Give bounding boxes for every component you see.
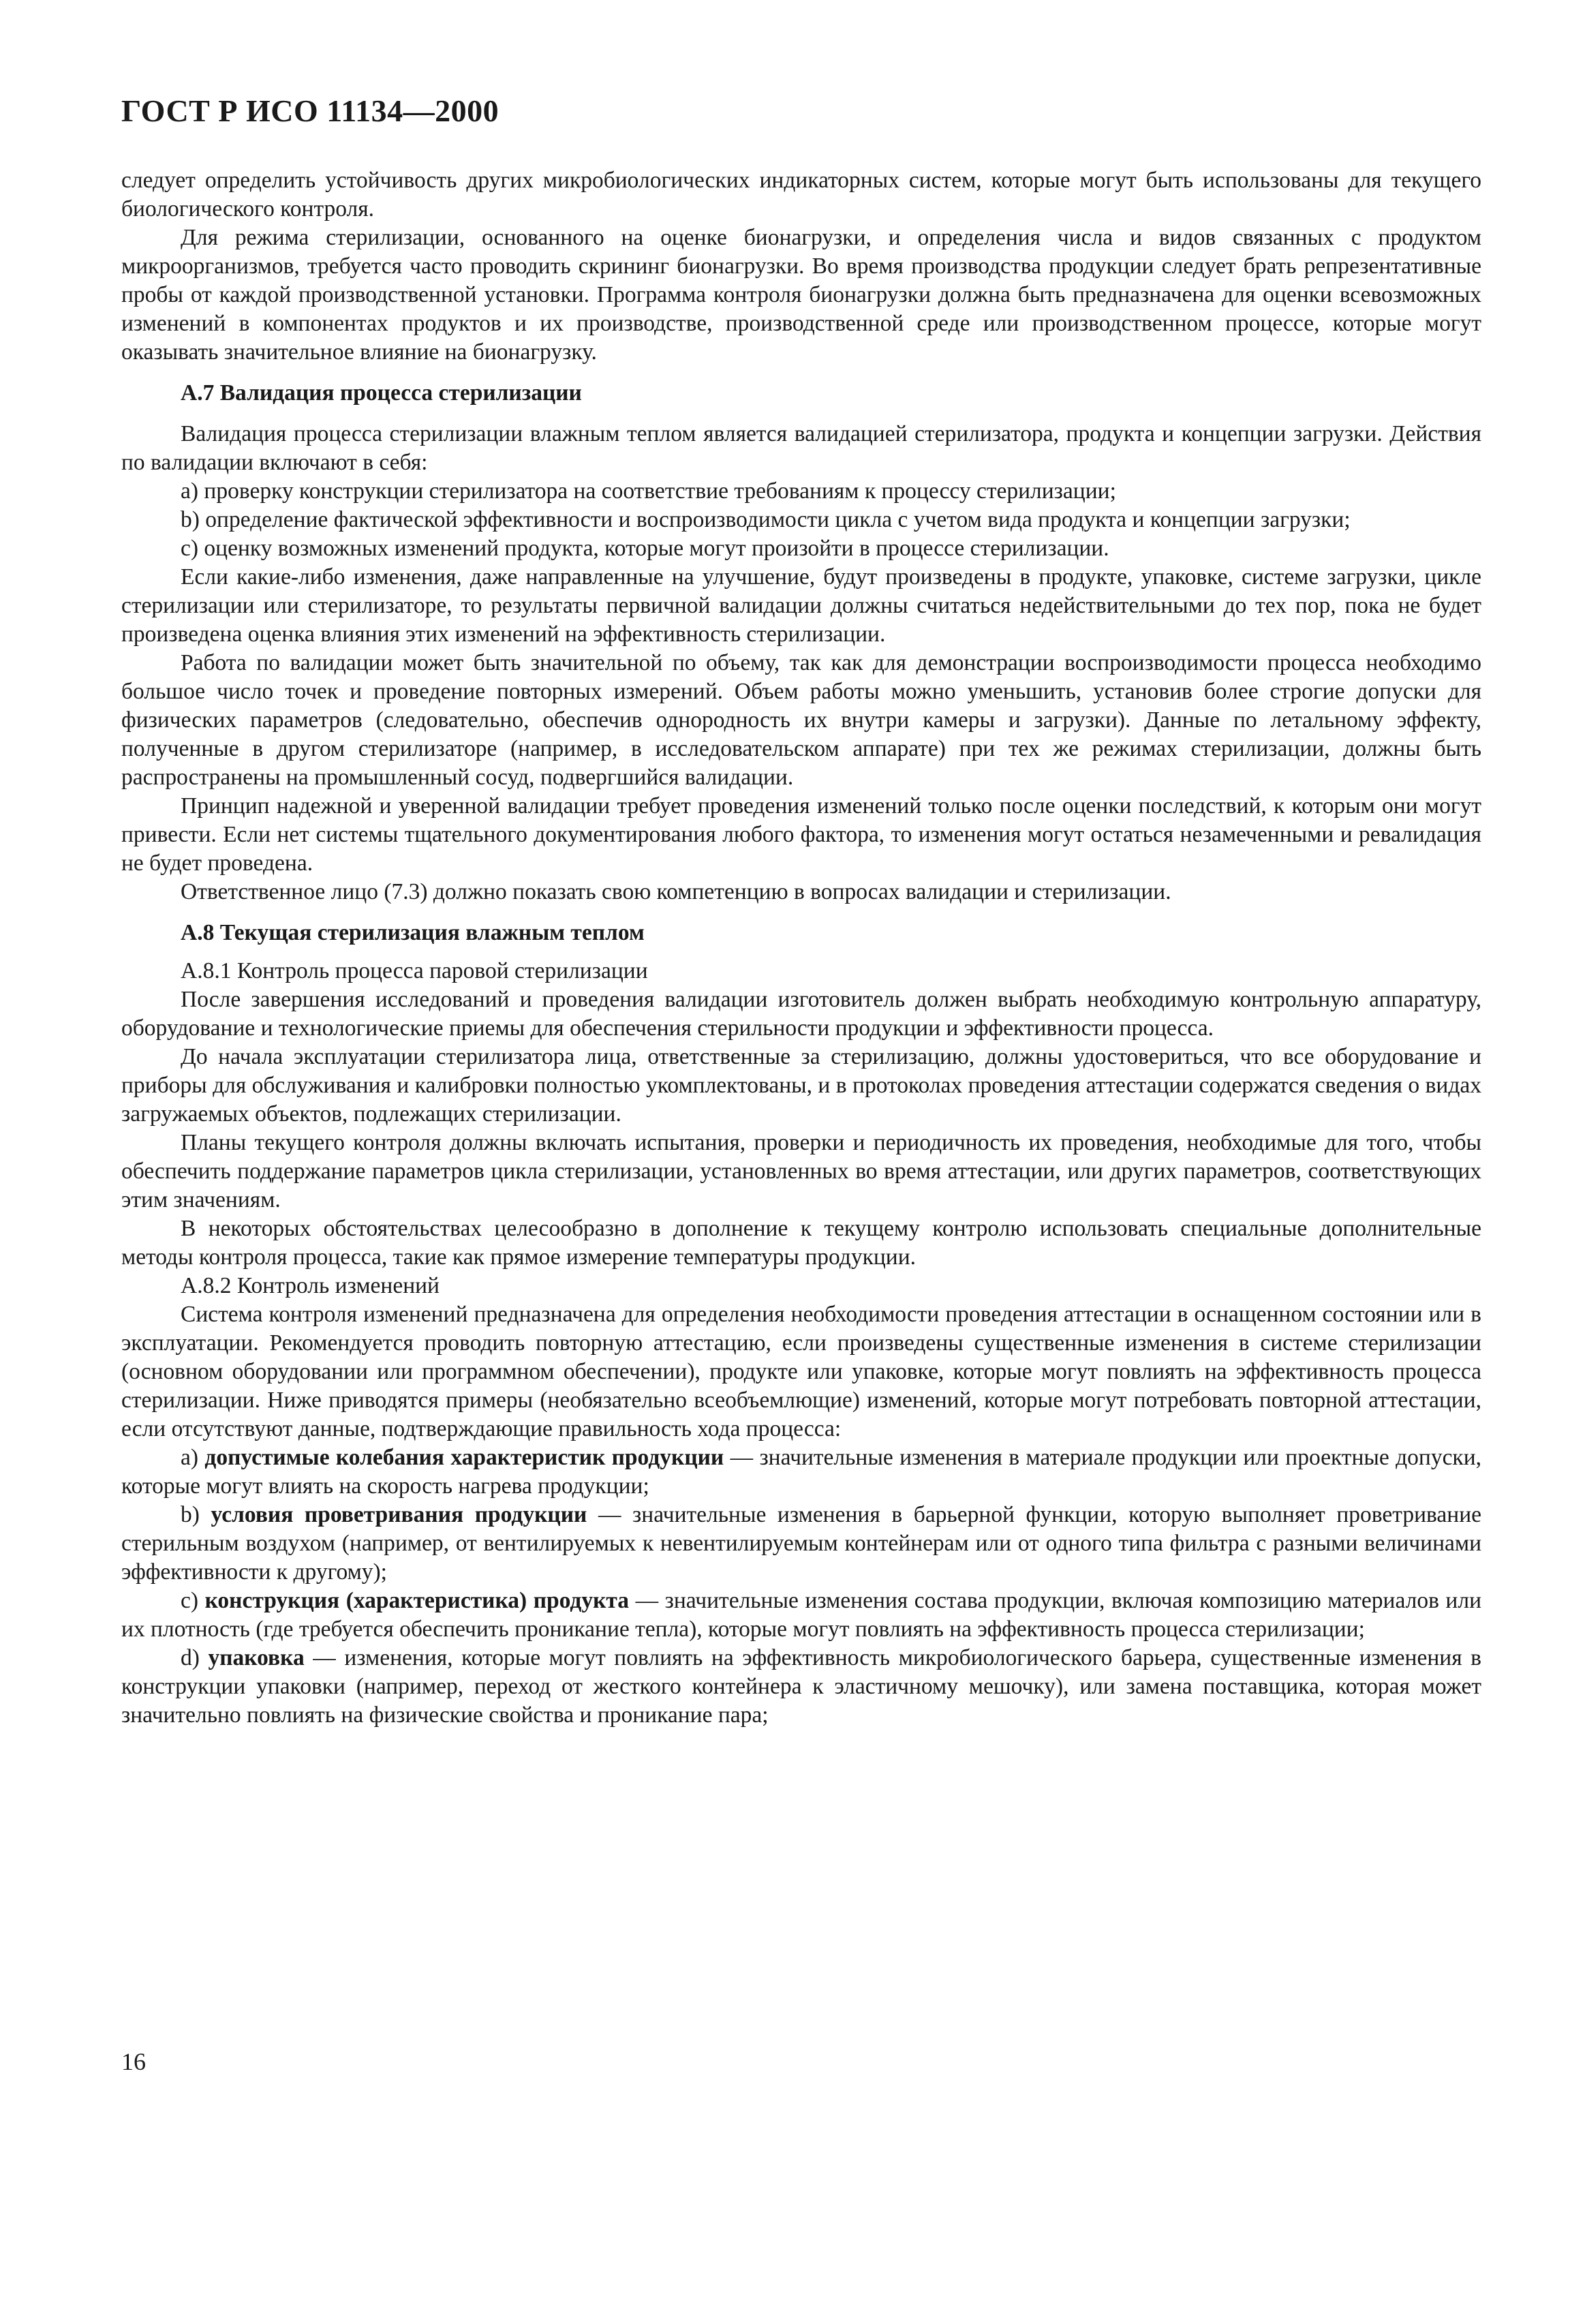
list-item-prefix: d) bbox=[181, 1645, 209, 1670]
list-item-text: — значительные изменения в барьерной функции, которую выполняет проветривание стерильным воздухом (например, от вентилируемых к невентилируемым контейнерам или от одного типа фильтра с разными величинами эффективности к другому); bbox=[121, 1502, 1481, 1585]
paragraph: Ответственное лицо (7.3) должно показать свою компетенцию в вопросах валидации и стерилизации. bbox=[181, 879, 1171, 904]
paragraph: Валидация процесса стерилизации влажным теплом является валидацией стерилизатора, продукта и концепции загрузки. Действия по валидации включают в себя: bbox=[121, 421, 1481, 475]
subsection-heading-a81: А.8.1 Контроль процесса паровой стерилизации bbox=[181, 958, 648, 983]
list-item bbox=[121, 1644, 1481, 1730]
list-item bbox=[121, 1587, 1481, 1644]
list-item-text: — значительные изменения состава продукции, включая композицию материалов или их плотность (где требуется обеспечить проникание тепла), которые могут повлиять на эффективность процесса стерилизации; bbox=[121, 1588, 1481, 1642]
list-item: b) определение фактической эффективности и воспроизводимости цикла с учетом вида продукта и концепции загрузки; bbox=[181, 507, 1351, 532]
page-number: 16 bbox=[121, 2048, 146, 2075]
paragraph: Если какие-либо изменения, даже направленные на улучшение, будут произведены в продукте, упаковке, системе загрузки, цикле стерилизации или стерилизаторе, то результаты первичной валидации должны считаться недействительными до тех пор, пока не будет произведена оценка влияния этих изменений на эффективность стерилизации. bbox=[121, 564, 1481, 647]
list-item-term: конструкция (характеристика) продукта bbox=[204, 1588, 630, 1613]
list-item bbox=[121, 1443, 1481, 1501]
list-item-prefix: а) bbox=[181, 1445, 205, 1470]
paragraph: Система контроля изменений предназначена для определения необходимости проведения аттестации в оснащенном состоянии или в эксплуатации. Рекомендуется проводить повторную аттестацию, если произведены существенные изменения в системе стерилизации (основном оборудовании или программном обеспечении), продукте или упаковке, которые могут повлиять на эффективность процесса стерилизации. Ниже приводятся примеры (необязательно всеобъемлющие) изменений, которые могут потребовать повторной аттестации, если отсутствуют данные, подтверждающие правильность хода процесса: bbox=[121, 1302, 1481, 1441]
paragraph: Принцип надежной и уверенной валидации требует проведения изменений только после оценки последствий, к которым они могут привести. Если нет системы тщательного документирования любого фактора, то изменения могут остаться незамеченными и ревалидация не будет проведена. bbox=[121, 793, 1481, 876]
list-item-term: допустимые колебания характеристик продукции bbox=[204, 1445, 724, 1470]
paragraph: следует определить устойчивость других микробиологических индикаторных систем, которые могут быть использованы для текущего биологического контроля. bbox=[121, 168, 1481, 221]
list-item-text: — значительные изменения в материале продукции или проектные допуски, которые могут влиять на скорость нагрева продукции; bbox=[121, 1445, 1482, 1499]
list-item: с) оценку возможных изменений продукта, которые могут произойти в процессе стерилизации. bbox=[181, 536, 1109, 561]
paragraph: Работа по валидации может быть значительной по объему, так как для демонстрации воспроизводимости процесса необходимо большое число точек и проведение повторных измерений. Объем работы можно уменьшить, установив более строгие допуски для физических параметров (следовательно, обеспечив однородность их внутри камеры и загрузки). Данные по летальному эффекту, полученные в другом стерилизаторе (например, в исследовательском аппарате) при тех же режимах стерилизации, должны быть распространены на промышленный сосуд, подвергшийся валидации. bbox=[121, 650, 1481, 790]
document-header: ГОСТ Р ИСО 11134—2000 bbox=[121, 93, 499, 128]
list-item-text: — изменения, которые могут повлиять на эффективность микробиологического барьера, существенные изменения в конструкции упаковки (например, переход от жесткого контейнера к эластичному мешочку), или замена поставщика, которая может значительно повлиять на физические свойства и проникание пара; bbox=[121, 1645, 1481, 1728]
list-item-term: упаковка bbox=[208, 1645, 305, 1670]
list-item bbox=[121, 1501, 1481, 1587]
paragraph: Для режима стерилизации, основанного на оценке бионагрузки, и определения числа и видов связанных с продуктом микроорганизмов, требуется часто проводить скрининг бионагрузки. Во время производства продукции следует брать репрезентативные пробы от каждой производственной установки. Программа контроля бионагрузки должна быть предназначена для оценки всевозможных изменений в компонентах продуктов и их производстве, производственной среде или производственном процессе, которые могут оказывать значительное влияние на бионагрузку. bbox=[121, 225, 1481, 365]
section-heading-a7: А.7 Валидация процесса стерилизации bbox=[181, 380, 582, 406]
document-body bbox=[121, 166, 1481, 1730]
list-item: а) проверку конструкции стерилизатора на соответствие требованиям к процессу стерилизации; bbox=[181, 478, 1116, 504]
paragraph: Планы текущего контроля должны включать испытания, проверки и периодичность их проведения, необходимые для того, чтобы обеспечить поддержание параметров цикла стерилизации, установленных во время аттестации, или других параметров, соответствующих этим значениям. bbox=[121, 1130, 1481, 1212]
list-item-term: условия проветривания продукции bbox=[211, 1502, 587, 1527]
paragraph: В некоторых обстоятельствах целесообразно в дополнение к текущему контролю использовать специальные дополнительные методы контроля процесса, такие как прямое измерение температуры продукции. bbox=[121, 1216, 1481, 1270]
paragraph: До начала эксплуатации стерилизатора лица, ответственные за стерилизацию, должны удостовериться, что все оборудование и приборы для обслуживания и калибровки полностью укомплектованы, и в протоколах проведения аттестации содержатся сведения о видах загружаемых объектов, подлежащих стерилизации. bbox=[121, 1044, 1481, 1127]
paragraph: После завершения исследований и проведения валидации изготовитель должен выбрать необходимую контрольную аппаратуру, оборудование и технологические приемы для обеспечения стерильности продукции и эффективности процесса. bbox=[121, 987, 1481, 1041]
list-item-prefix: с) bbox=[181, 1588, 205, 1613]
list-item-prefix: b) bbox=[181, 1502, 211, 1527]
section-heading-a8: А.8 Текущая стерилизация влажным теплом bbox=[181, 920, 645, 945]
subsection-heading-a82: А.8.2 Контроль изменений bbox=[181, 1273, 440, 1298]
